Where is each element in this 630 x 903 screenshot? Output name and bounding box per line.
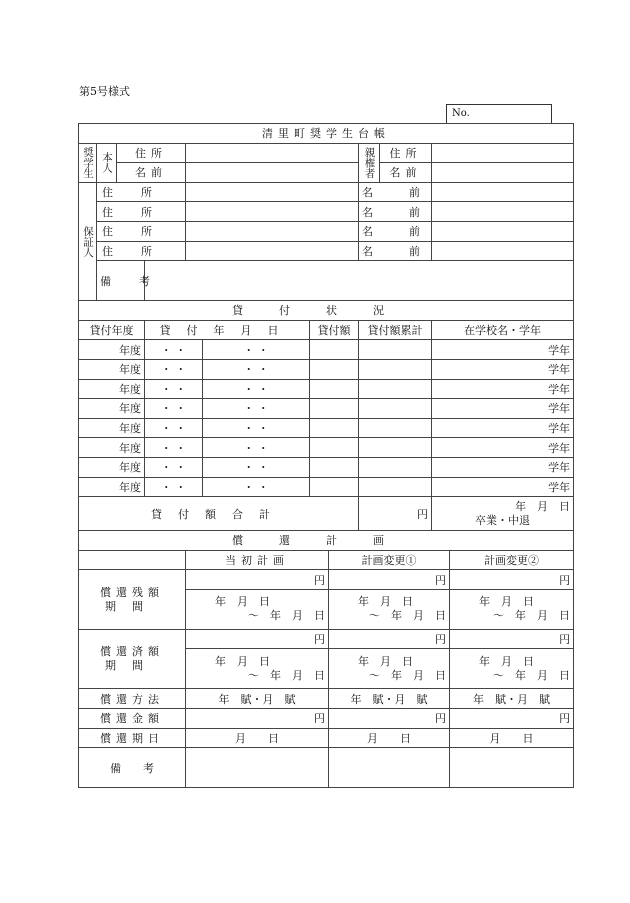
loan-amount-cell[interactable] xyxy=(310,418,359,438)
school-grade-cell[interactable]: 学年 xyxy=(432,340,574,360)
guarantor-name-label: 名前 xyxy=(359,221,432,241)
loan-date-cell[interactable]: ・ ・ xyxy=(145,340,203,360)
remaining-amount-initial[interactable]: 円 xyxy=(186,570,329,590)
paid-period-initial[interactable] xyxy=(186,649,329,689)
self-label: 本人 xyxy=(97,143,117,182)
loan-date-cell[interactable]: ・ ・ xyxy=(203,340,310,360)
loan-date-cell[interactable]: ・ ・ xyxy=(203,379,310,399)
period-from: 年 月 日 xyxy=(358,654,413,668)
school-grade-cell[interactable]: 学年 xyxy=(432,477,574,497)
remaining-period-change1[interactable] xyxy=(329,589,450,629)
paid-period-change1[interactable] xyxy=(329,649,450,689)
repay-change1-header: 計画変更① xyxy=(329,550,450,570)
loan-row xyxy=(79,340,574,360)
loan-cumulative-cell[interactable] xyxy=(359,477,432,497)
loan-row xyxy=(79,379,574,399)
repay-method-change1[interactable]: 年 賦・月 賦 xyxy=(329,689,450,709)
loan-date-cell[interactable]: ・ ・ xyxy=(203,359,310,379)
loan-date-cell[interactable]: ・ ・ xyxy=(203,477,310,497)
repay-amount-initial[interactable]: 円 xyxy=(186,709,329,729)
guarantor-address-field[interactable] xyxy=(186,202,359,222)
guarantor-address-field[interactable] xyxy=(186,182,359,202)
remaining-period-label: 期間 xyxy=(105,599,159,613)
graduation-date: 年 月 日 xyxy=(515,499,571,513)
loan-total-amount[interactable]: 円 xyxy=(359,497,432,531)
remaining-amount-change2[interactable]: 円 xyxy=(450,570,574,590)
loan-cumulative-cell[interactable] xyxy=(359,399,432,419)
period-from: 年 月 日 xyxy=(215,654,270,668)
remaining-label xyxy=(79,570,186,630)
loan-date-cell[interactable]: ・ ・ xyxy=(145,418,203,438)
repay-remarks-initial[interactable] xyxy=(186,748,329,788)
remaining-period-initial[interactable] xyxy=(186,589,329,629)
loan-date-cell[interactable]: ・ ・ xyxy=(203,418,310,438)
guarantor-address-label: 住所 xyxy=(97,202,186,222)
guarantor-address-label: 住所 xyxy=(97,221,186,241)
repay-method-label: 償還方法 xyxy=(79,689,186,709)
repay-date-label: 償還期日 xyxy=(79,728,186,748)
loan-date-cell[interactable]: ・ ・ xyxy=(203,438,310,458)
self-name-field[interactable] xyxy=(186,163,359,183)
repay-change2-header: 計画変更② xyxy=(450,550,574,570)
record-number-box[interactable] xyxy=(446,104,552,124)
repay-remarks-change2[interactable] xyxy=(450,748,574,788)
loan-cumulative-cell[interactable] xyxy=(359,418,432,438)
guarantor-address-label: 住所 xyxy=(97,241,186,261)
loan-row xyxy=(79,359,574,379)
paid-amount-label: 償還済額 xyxy=(100,645,164,659)
remaining-period-change2[interactable] xyxy=(450,589,574,629)
loan-amount-cell[interactable] xyxy=(310,477,359,497)
loan-cumulative-header: 貸付額累計 xyxy=(359,320,432,340)
loan-year-cell[interactable]: 年度 xyxy=(79,379,145,399)
repay-amount-change2[interactable]: 円 xyxy=(450,709,574,729)
paid-period-change2[interactable] xyxy=(450,649,574,689)
loan-amount-cell[interactable] xyxy=(310,399,359,419)
record-number-label: No. xyxy=(452,108,470,119)
loan-year-cell[interactable]: 年度 xyxy=(79,340,145,360)
period-from: 年 月 日 xyxy=(479,595,534,609)
guarantor-address-field[interactable] xyxy=(186,241,359,261)
loan-cumulative-cell[interactable] xyxy=(359,379,432,399)
loan-section-title: 貸付状況 xyxy=(79,301,574,321)
school-grade-cell[interactable]: 学年 xyxy=(432,438,574,458)
repay-method-initial[interactable]: 年 賦・月 賦 xyxy=(186,689,329,709)
loan-year-cell[interactable]: 年度 xyxy=(79,359,145,379)
loan-date-cell[interactable]: ・ ・ xyxy=(145,457,203,477)
guarantor-remarks-field[interactable] xyxy=(145,261,574,301)
loan-amount-header: 貸付額 xyxy=(310,320,359,340)
parent-name-label: 名前 xyxy=(380,163,432,183)
period-to: 〜 年 月 日 xyxy=(369,668,446,682)
paid-label xyxy=(79,629,186,689)
period-to: 〜 年 月 日 xyxy=(248,668,325,682)
student-group-label: 奨学生 xyxy=(79,143,97,182)
loan-year-cell[interactable]: 年度 xyxy=(79,457,145,477)
loan-cumulative-cell[interactable] xyxy=(359,438,432,458)
loan-date-cell[interactable]: ・ ・ xyxy=(145,399,203,419)
loan-row xyxy=(79,438,574,458)
parent-address-label: 住所 xyxy=(380,143,432,163)
period-from: 年 月 日 xyxy=(215,595,270,609)
loan-date-cell[interactable]: ・ ・ xyxy=(145,379,203,399)
loan-row xyxy=(79,457,574,477)
loan-year-cell[interactable]: 年度 xyxy=(79,418,145,438)
school-grade-header: 在学校名・学年 xyxy=(432,320,574,340)
period-to: 〜 年 月 日 xyxy=(369,609,446,623)
period-from: 年 月 日 xyxy=(479,654,534,668)
repay-date-change2[interactable]: 月 日 xyxy=(450,728,574,748)
repay-initial-header: 当初計画 xyxy=(186,550,329,570)
repay-date-initial[interactable]: 月 日 xyxy=(186,728,329,748)
loan-date-cell[interactable]: ・ ・ xyxy=(203,457,310,477)
loan-date-cell[interactable]: ・ ・ xyxy=(203,399,310,419)
period-from: 年 月 日 xyxy=(358,595,413,609)
school-grade-cell[interactable]: 学年 xyxy=(432,457,574,477)
loan-cumulative-cell[interactable] xyxy=(359,457,432,477)
loan-date-cell[interactable]: ・ ・ xyxy=(145,359,203,379)
graduation-cell[interactable] xyxy=(432,497,574,531)
guarantor-address-label: 住所 xyxy=(97,182,186,202)
loan-row xyxy=(79,418,574,438)
loan-year-cell[interactable]: 年度 xyxy=(79,438,145,458)
loan-date-cell[interactable]: ・ ・ xyxy=(145,438,203,458)
loan-amount-cell[interactable] xyxy=(310,359,359,379)
guarantor-address-field[interactable] xyxy=(186,221,359,241)
self-address-field[interactable] xyxy=(186,143,359,163)
loan-amount-cell[interactable] xyxy=(310,438,359,458)
paid-amount-change1[interactable]: 円 xyxy=(329,629,450,649)
period-to: 〜 年 月 日 xyxy=(248,609,325,623)
loan-total-label: 貸付額合計 xyxy=(79,497,359,531)
repay-amount-label: 償還金額 xyxy=(79,709,186,729)
loan-cumulative-cell[interactable] xyxy=(359,359,432,379)
paid-amount-initial[interactable]: 円 xyxy=(186,629,329,649)
loan-year-header: 貸付年度 xyxy=(79,320,145,340)
remaining-amount-change1[interactable]: 円 xyxy=(329,570,450,590)
school-grade-cell[interactable]: 学年 xyxy=(432,379,574,399)
loan-date-cell[interactable]: ・ ・ xyxy=(145,477,203,497)
guarantor-name-label: 名前 xyxy=(359,241,432,261)
guarantor-group-label: 保証人 xyxy=(79,182,97,300)
parent-address-field[interactable] xyxy=(432,143,574,163)
loan-cumulative-cell[interactable] xyxy=(359,340,432,360)
period-to: 〜 年 月 日 xyxy=(493,609,571,623)
repay-remarks-label: 備 考 xyxy=(79,748,186,788)
repay-remarks-change1[interactable] xyxy=(329,748,450,788)
parent-name-field[interactable] xyxy=(432,163,574,183)
loan-amount-cell[interactable] xyxy=(310,457,359,477)
repay-method-change2[interactable]: 年 賦・月 賦 xyxy=(450,689,574,709)
remaining-amount-label: 償還残額 xyxy=(100,585,164,599)
repay-header-blank xyxy=(79,550,186,570)
scholarship-ledger-table xyxy=(78,123,574,788)
loan-year-cell[interactable]: 年度 xyxy=(79,477,145,497)
guarantor-name-label: 名前 xyxy=(359,202,432,222)
guarantor-name-label: 名前 xyxy=(359,182,432,202)
parent-label: 親権者 xyxy=(359,143,380,182)
form-number-label: 第5号様式 xyxy=(79,85,130,98)
period-to: 〜 年 月 日 xyxy=(493,668,571,682)
loan-amount-cell[interactable] xyxy=(310,340,359,360)
repay-section-title: 償還計画 xyxy=(79,531,574,551)
repay-date-change1[interactable]: 月 日 xyxy=(329,728,450,748)
loan-row xyxy=(79,477,574,497)
paid-period-label: 期間 xyxy=(105,659,159,673)
loan-date-header: 貸付年月日 xyxy=(145,320,310,340)
self-name-label: 名前 xyxy=(117,163,186,183)
graduation-status: 卒業・中退 xyxy=(475,513,531,527)
school-grade-cell[interactable]: 学年 xyxy=(432,359,574,379)
loan-row xyxy=(79,399,574,419)
school-grade-cell[interactable]: 学年 xyxy=(432,399,574,419)
school-grade-cell[interactable]: 学年 xyxy=(432,418,574,438)
self-address-label: 住所 xyxy=(117,143,186,163)
loan-year-cell[interactable]: 年度 xyxy=(79,399,145,419)
guarantor-remarks-label: 備考 xyxy=(97,261,145,301)
repay-amount-change1[interactable]: 円 xyxy=(329,709,450,729)
paid-amount-change2[interactable]: 円 xyxy=(450,629,574,649)
ledger-title: 清里町奨学生台帳 xyxy=(79,124,574,144)
loan-amount-cell[interactable] xyxy=(310,379,359,399)
